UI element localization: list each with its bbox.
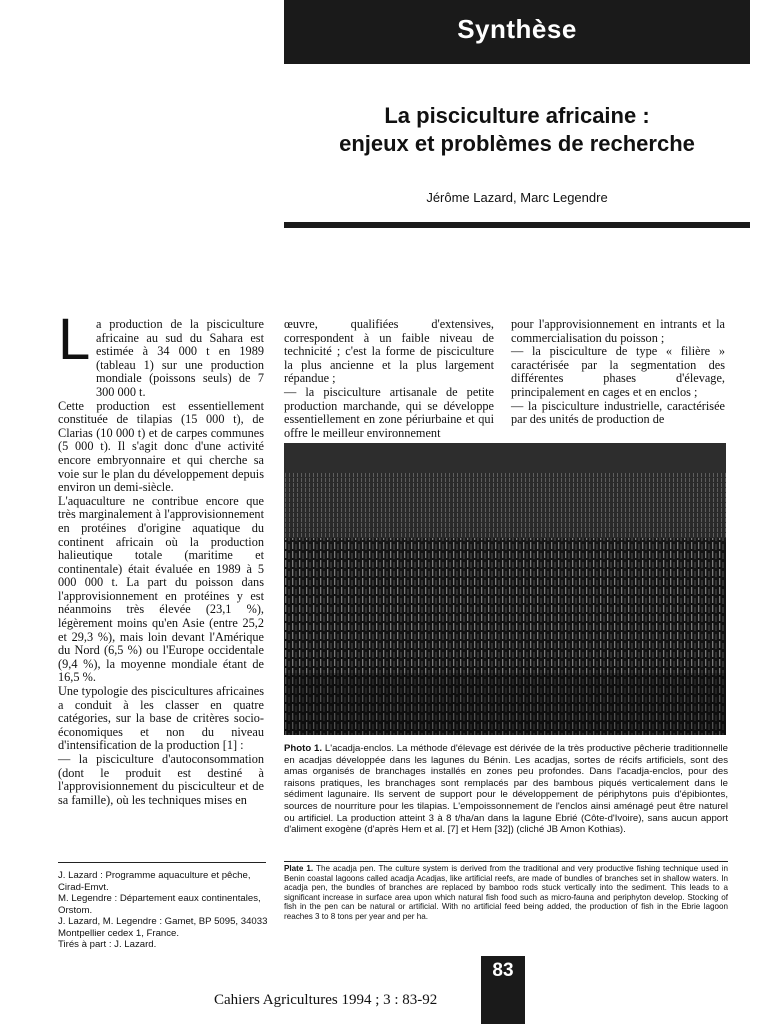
title-rule <box>284 222 750 228</box>
photo-caption-en <box>284 864 728 922</box>
drop-cap: L <box>58 307 91 372</box>
journal-citation: Cahiers Agricultures 1994 ; 3 : 83-92 <box>214 992 438 1008</box>
photo-caption-fr <box>284 743 728 836</box>
section-label: Synthèse <box>457 14 577 44</box>
affiliations <box>58 870 270 951</box>
paragraph: — la pisciculture d'autoconsommation (dont le produit est destiné à l'approvisionnement du pisciculteur et de sa famille), où les techniques mises en <box>58 752 264 807</box>
paragraph: Une typologie des piscicultures africaines a conduit à les classer en quatre catégories, sur la base de critères socio-économiques et non du niveau d'intensification de la production [1] : <box>58 684 264 753</box>
affiliation: Tirés à part : J. Lazard. <box>58 939 157 950</box>
caption-text: The acadja pen. The culture system is derived from the traditional and very productive fishing technique used in Benin coastal lagoons called acadja Acadjas, like artificial reefs, are made of bundles of branches set in shallow waters. In acadja pen, the bundles of branches are replaced by bamboo rods stuck vertically into the sediment. This leads to a significant increase in surface area upon which natural fish food such as micro-fauna and periphyton develop. Stocking of fish in the pen can be natural or artificial. With no artificial feed being added, the production of fish in the Ebrie lagoon reaches 3 to 8 tons per year and per ha. <box>284 864 728 921</box>
page-number-box <box>481 956 525 1024</box>
acadja-photo <box>284 443 726 735</box>
paragraph: — la pisciculture industrielle, caractérisée par des unités de production de <box>511 398 725 427</box>
paragraph: a production de la pisciculture africaine au sud du Sahara est estimée à 34 000 t en 1989 (tableau 1) sur une production mondiale (poissons seuls) de 7 300 000 t. <box>96 317 264 399</box>
paragraph: œuvre, qualifiées d'extensives, correspondent à un faible niveau de technicité ; c'est la forme de pisciculture la plus ancienne et la plus largement répandue ; <box>284 317 494 386</box>
paragraph: L'aquaculture ne contribue encore que très marginalement à l'approvisionnement en protéines d'origine aquatique du continent africain où la production halieutique totale (maritime et continentale) était évaluée en 1989 à 5 000 000 t. La part du poisson dans l'approvisionnement en protéines y est néanmoins très élevée (23,1 %), légèrement moins qu'en Asie (entre 25,2 et 29,3 %), mais loin devant l'Amérique du Nord (6,5 %) ou l'Europe occidentale (9,4 %), la moyenne mondiale étant de 16,5 %. <box>58 493 264 685</box>
caption-text: L'acadja-enclos. La méthode d'élevage est dérivée de la très productive pêcherie traditionnelle en acadjas développée dans les lagunes du Bénin. Les acadjas, sortes de récifs artificiels, sont des amas organisés de branchages installés en zones peu profondes. Dans l'acadja-enclos, pour des raisons pratiques, les branchages sont remplacés par des bambous piqués verticalement dans le sédiment lagunaire. Ils servent de support pour le développement de périphytons puis d'épibiontes, sources de nourriture pour les tilapias. L'empoissonnement de l'enclos ainsi aménagé peut être naturel ou artificiel. La production atteint 3 à 8 t/ha/an dans la lagune Ebrié (Côte-d'Ivoire), sans aucun apport d'aliment exogène (d'après Hem et al. [7] et Hem [32]) (cliché JB Amon Kothias). <box>284 743 728 836</box>
paragraph: pour l'approvisionnement en intrants et la commercialisation du poisson ; <box>511 317 725 345</box>
body-column-3 <box>511 318 725 427</box>
title-line-2: enjeux et problèmes de recherche <box>339 131 695 156</box>
authors: Jérôme Lazard, Marc Legendre <box>426 190 608 205</box>
body-column-2 <box>284 318 494 440</box>
section-banner <box>284 0 750 64</box>
caption-label: Photo 1. <box>284 743 323 754</box>
affiliation: M. Legendre : Département eaux continentales, Orstom. <box>58 893 261 916</box>
body-column-1 <box>58 307 264 807</box>
caption-divider <box>284 861 728 862</box>
paragraph: Cette production est essentiellement constituée de tilapias (15 000 t), de Clarias (10 000 t) et de carpes communes (5 000 t). Il s'agit donc d'une activité encore embryonnaire et qui cherche sa voie sur le plan du développement depuis environ un demi-siècle. <box>58 398 264 495</box>
page-number: 83 <box>492 960 514 981</box>
affiliation: J. Lazard, M. Legendre : Gamet, BP 5095, 34033 Montpellier cedex 1, France. <box>58 916 268 939</box>
affiliation: J. Lazard : Programme aquaculture et pêche, Cirad-Emvt. <box>58 870 251 893</box>
paragraph: — la pisciculture de type « filière » caractérisée par la segmentation des différentes phases d'élevage, principalement en cages et en enclos ; <box>511 344 725 399</box>
caption-label: Plate 1. <box>284 864 314 873</box>
affiliation-divider <box>58 862 266 863</box>
title-line-1: La pisciculture africaine : <box>384 103 650 128</box>
article-title <box>284 102 750 158</box>
acadja-photo-image <box>284 443 726 735</box>
paragraph: — la pisciculture artisanale de petite production marchande, qui se développe essentiellement en zone périurbaine et qui offre le meilleur environnement <box>284 384 494 440</box>
